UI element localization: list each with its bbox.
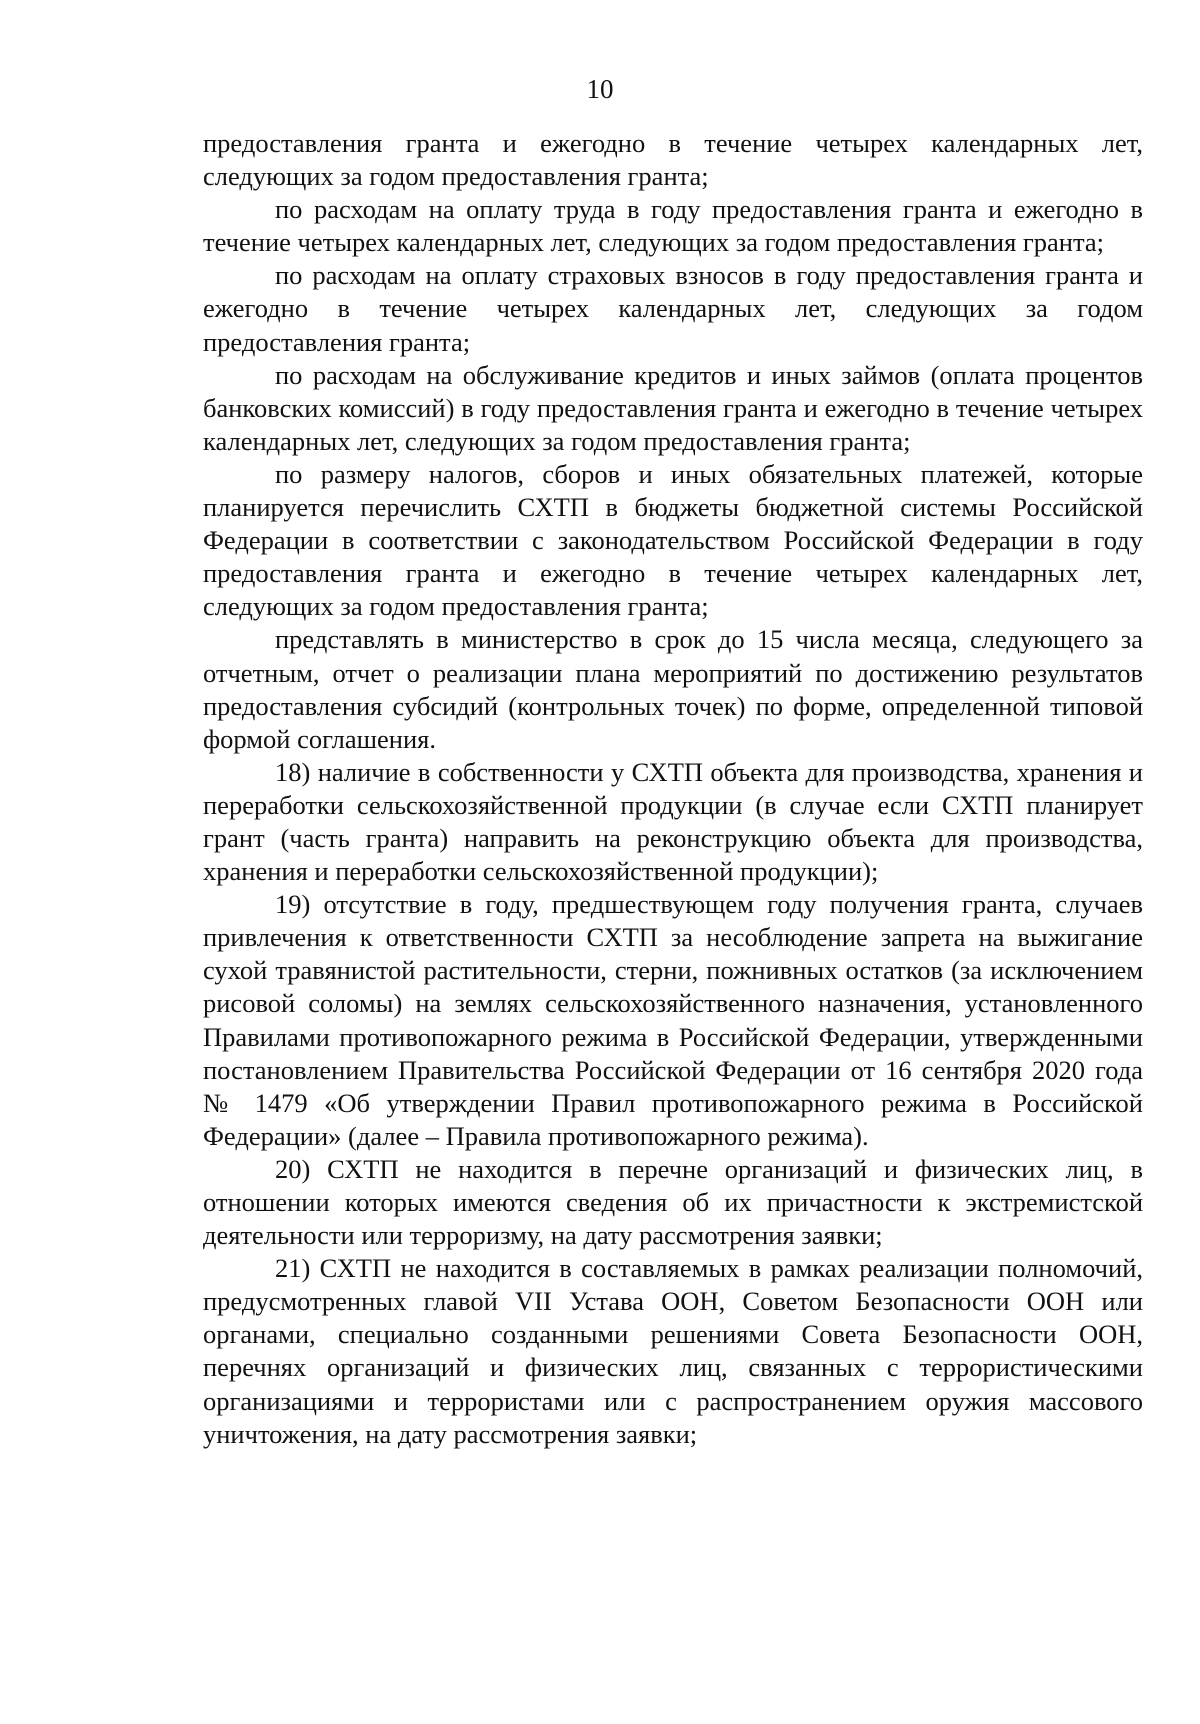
paragraph-continuation: предоставления гранта и ежегодно в течение четырех календарных лет, следующих за годом предоставления гранта;: [203, 128, 1143, 192]
paragraph-item-20: 20) СХТП не находится в перечне организаций и физических лиц, в отношении которых имеются сведения об их причастности к экстремистской деятельности или терроризму, на дату рассмотрения заявки;: [203, 1153, 1143, 1251]
paragraph-item-21: 21) СХТП не находится в составляемых в рамках реализации полномочий, предусмотренных главой VII Устава ООН, Советом Безопасности ООН или органами, специально созданными решениями Совета Безопасности ООН, перечнях организаций и физических лиц, связанных с террористическими организациями и террористами или с распространением оружия массового уничтожения, на дату рассмотрения заявки;: [203, 1253, 1143, 1449]
paragraph-report-submission: представлять в министерство в срок до 15 числа месяца, следующего за отчетным, отчет о реализации плана мероприятий по достижению результатов предоставления субсидий (контрольных точек) по форме, определенной типовой формой соглашения.: [203, 624, 1143, 754]
paragraph-item-18: 18) наличие в собственности у СХТП объекта для производства, хранения и переработки сельскохозяйственной продукции (в случае если СХТП планирует грант (часть гранта) направить на реконструкцию объекта для производства, хранения и переработки сельскохозяйственной продукции);: [203, 756, 1143, 887]
paragraph-insurance-contributions: по расходам на оплату страховых взносов в году предоставления гранта и ежегодно в течение четырех календарных лет, следующих за годом предоставления гранта;: [203, 260, 1143, 357]
document-body: [203, 127, 1143, 1451]
paragraph-item-19: 19) отсутствие в году, предшествующем году получения гранта, случаев привлечения к ответственности СХТП за несоблюдение запрета на выжигание сухой травянистой растительности, стерни, пожнивных остатков (за исключением рисовой соломы) на землях сельскохозяйственного назначения, установленного Правилами противопожарного режима в Российской Федерации, утвержденными постановлением Правительства Российской Федерации от 16 сентября 2020 года № 1479 «Об утверждении Правил противопожарного режима в Российской Федерации» (далее – Правила противопожарного режима).: [203, 889, 1143, 1151]
paragraph-taxes-and-fees: по размеру налогов, сборов и иных обязательных платежей, которые планируется перечислить СХТП в бюджеты бюджетной системы Российской Федерации в соответствии с законодательством Российской Федерации в году предоставления гранта и ежегодно в течение четырех календарных лет, следующих за годом предоставления гранта;: [203, 458, 1143, 622]
paragraph-labor-expenses: по расходам на оплату труда в году предоставления гранта и ежегодно в течение четырех календарных лет, следующих за годом предоставления гранта;: [203, 194, 1143, 258]
page-number: 10: [586, 74, 614, 104]
paragraph-loan-servicing: по расходам на обслуживание кредитов и иных займов (оплата процентов банковских комиссий) в году предоставления гранта и ежегодно в течение четырех календарных лет, следующих за годом предоставления гранта;: [203, 359, 1143, 456]
